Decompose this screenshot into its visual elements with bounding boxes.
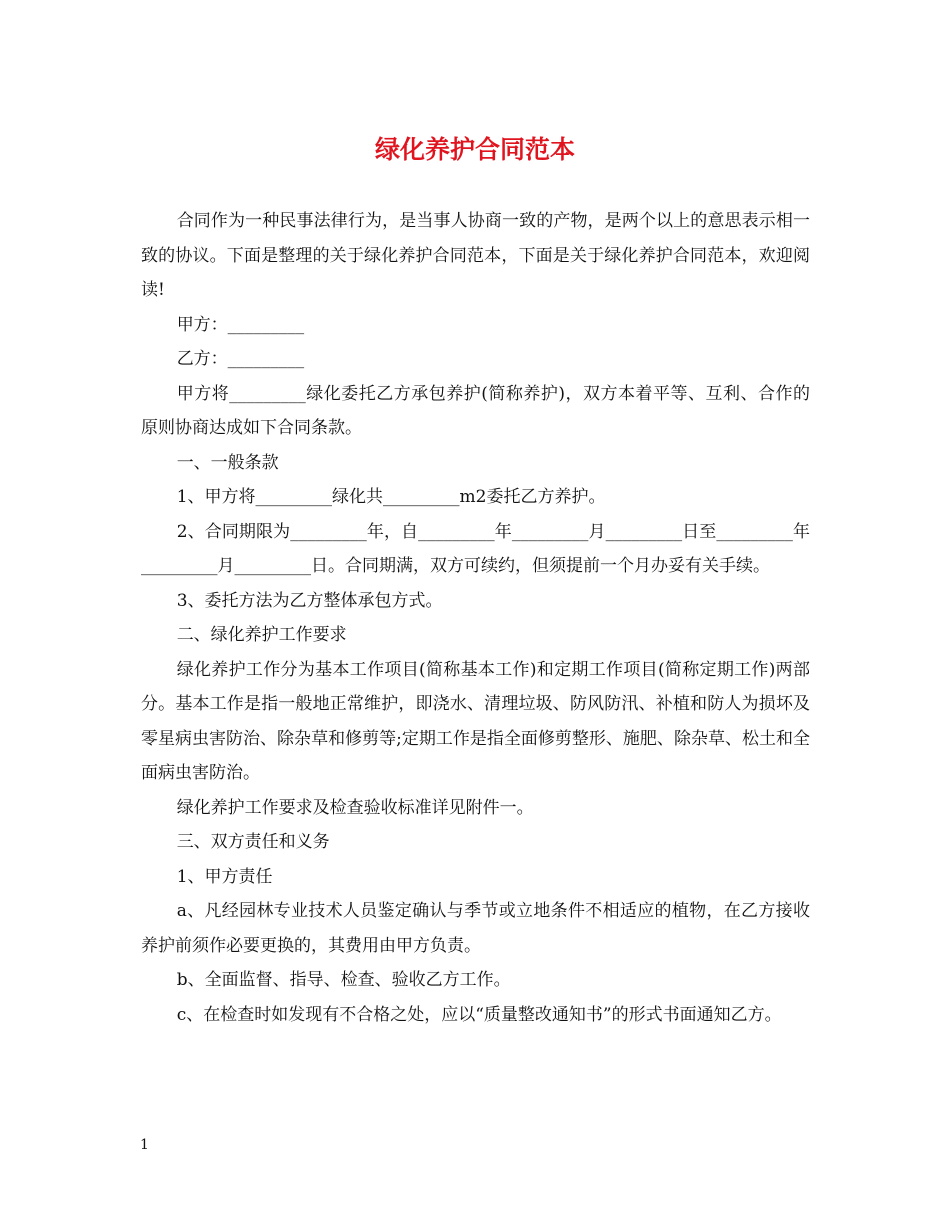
clause-3: 3、委托方法为乙方整体承包方式。 [176, 590, 443, 611]
page-number: 1 [140, 1137, 149, 1153]
item-a: a、凡经园林专业技术人员鉴定确认与季节或立地条件不相适应的植物，在乙方接收养护前须作必要更换的，其费用由甲方负责。 [141, 901, 810, 956]
item-b: b、全面监督、指导、检查、验收乙方工作。 [176, 970, 511, 990]
party-a-line: 甲方：_________ [176, 314, 305, 335]
clause-2: 2、合同期限为_________年，自_________年_________月_________日至_________年_________月_________日。合同期满，双方可续约，但须提前一个月办妥有关手续。 [141, 521, 810, 576]
preamble-paragraph: 甲方将_________绿化委托乙方承包养护(简称养护)，双方本着平等、互利、合作的原则协商达成如下合同条款。 [141, 383, 810, 438]
party-b-line: 乙方：_________ [176, 349, 305, 369]
section-heading-requirements: 二、绿化养护工作要求 [176, 625, 347, 645]
requirements-paragraph: 绿化养护工作分为基本工作项目(简称基本工作)和定期工作项目(简称定期工作)两部分。基本工作是指一般地正常维护，即浇水、清理垃圾、防风防汛、补植和防人为损坏及零星病虫害防治、除杂草和修剪等;定期工作是指全面修剪整形、施肥、除杂草、松土和全面病虫害防治。 [141, 659, 810, 783]
document-body [141, 204, 810, 1032]
clause-1: 1、甲方将_________绿化共_________m2委托乙方养护。 [176, 487, 606, 507]
document-title: 绿化养护合同范本 [374, 135, 575, 164]
section-heading-responsibilities: 三、双方责任和义务 [176, 832, 330, 852]
section-heading-general: 一、一般条款 [176, 452, 279, 473]
intro-paragraph: 合同作为一种民事法律行为，是当事人协商一致的产物，是两个以上的意思表示相一致的协议。下面是整理的关于绿化养护合同范本，下面是关于绿化养护合同范本，欢迎阅读! [141, 211, 810, 300]
subheading-party-a: 1、甲方责任 [176, 866, 273, 887]
requirements-reference: 绿化养护工作要求及检查验收标准详见附件一。 [176, 797, 534, 818]
item-c: c、在检查时如发现有不合格之处，应以“质量整改通知书”的形式书面通知乙方。 [176, 1004, 782, 1025]
